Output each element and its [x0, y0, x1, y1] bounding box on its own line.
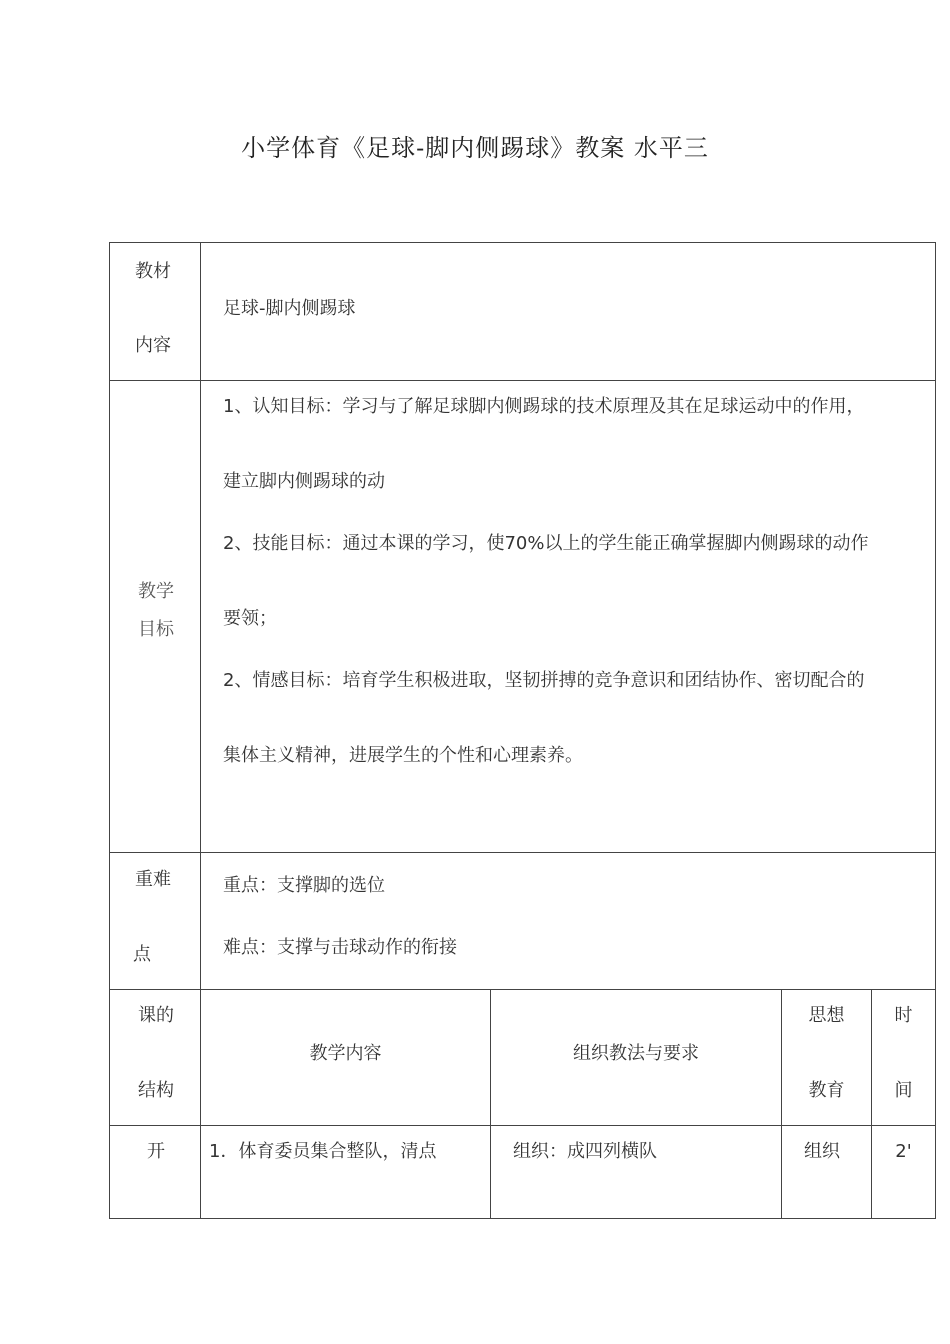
objective-line: 要领；: [223, 608, 277, 629]
objectives-label-line1: 教学: [138, 581, 174, 602]
header-structure-cell: [109, 989, 201, 1126]
row1-content: 1．体育委员集合整队，清点: [209, 1141, 437, 1162]
objective-line: 集体主义精神，进展学生的个性和心理素养。: [223, 745, 583, 766]
objective-line: 2、情感目标：培育学生积极进取，坚韧拼搏的竞争意识和团结协作、密切配合的: [223, 670, 865, 691]
header-education-cell: [781, 989, 872, 1126]
row1-time: 2': [895, 1141, 912, 1162]
document-title: 小学体育《足球-脚内侧踢球》教案 水平三: [241, 134, 709, 162]
row1-education-cell: [781, 1125, 872, 1219]
key-points-content-cell: [200, 852, 936, 990]
row1-structure: 开: [147, 1141, 165, 1162]
row1-time-cell: [871, 1125, 936, 1219]
header-method: 组织教法与要求: [573, 1043, 699, 1064]
difficulty-point: 难点：支撑与击球动作的衔接: [223, 937, 457, 958]
material-content: 足球-脚内侧踢球: [223, 298, 356, 319]
header-time-cell: [871, 989, 936, 1126]
key-points-label-line2: 点: [133, 944, 151, 965]
row1-structure-cell: [109, 1125, 201, 1219]
key-points-label-cell: [109, 852, 201, 990]
key-point: 重点：支撑脚的选位: [223, 875, 385, 896]
material-label-line2: 内容: [135, 335, 171, 356]
material-label-line1: 教材: [135, 261, 171, 282]
header-education-line2: 教育: [808, 1080, 845, 1101]
header-education-line1: 思想: [808, 1005, 845, 1026]
objectives-label-cell: [109, 380, 201, 853]
header-content-cell: [200, 989, 491, 1126]
row1-content-cell: [200, 1125, 491, 1219]
material-label-cell: [109, 242, 201, 381]
objective-line: 2、技能目标：通过本课的学习，使70%以上的学生能正确掌握脚内侧踢球的动作: [223, 533, 869, 554]
objectives-label-line2: 目标: [138, 619, 174, 640]
material-content-cell: [200, 242, 936, 381]
row1-method-cell: [490, 1125, 782, 1219]
objectives-content-cell: [200, 380, 936, 853]
header-time-line2: 间: [894, 1080, 913, 1101]
key-points-label-line1: 重难: [135, 869, 171, 890]
row1-method: 组织：成四列横队: [513, 1141, 657, 1162]
header-structure-line1: 课的: [138, 1005, 174, 1026]
header-method-cell: [490, 989, 782, 1126]
header-content: 教学内容: [309, 1043, 382, 1064]
header-time-line1: 时: [894, 1005, 913, 1026]
objective-line: 1、认知目标：学习与了解足球脚内侧踢球的技术原理及其在足球运动中的作用，: [223, 396, 865, 417]
objective-line: 建立脚内侧踢球的动: [223, 471, 385, 492]
header-structure-line2: 结构: [138, 1080, 174, 1101]
row1-education: 组织: [804, 1141, 840, 1162]
